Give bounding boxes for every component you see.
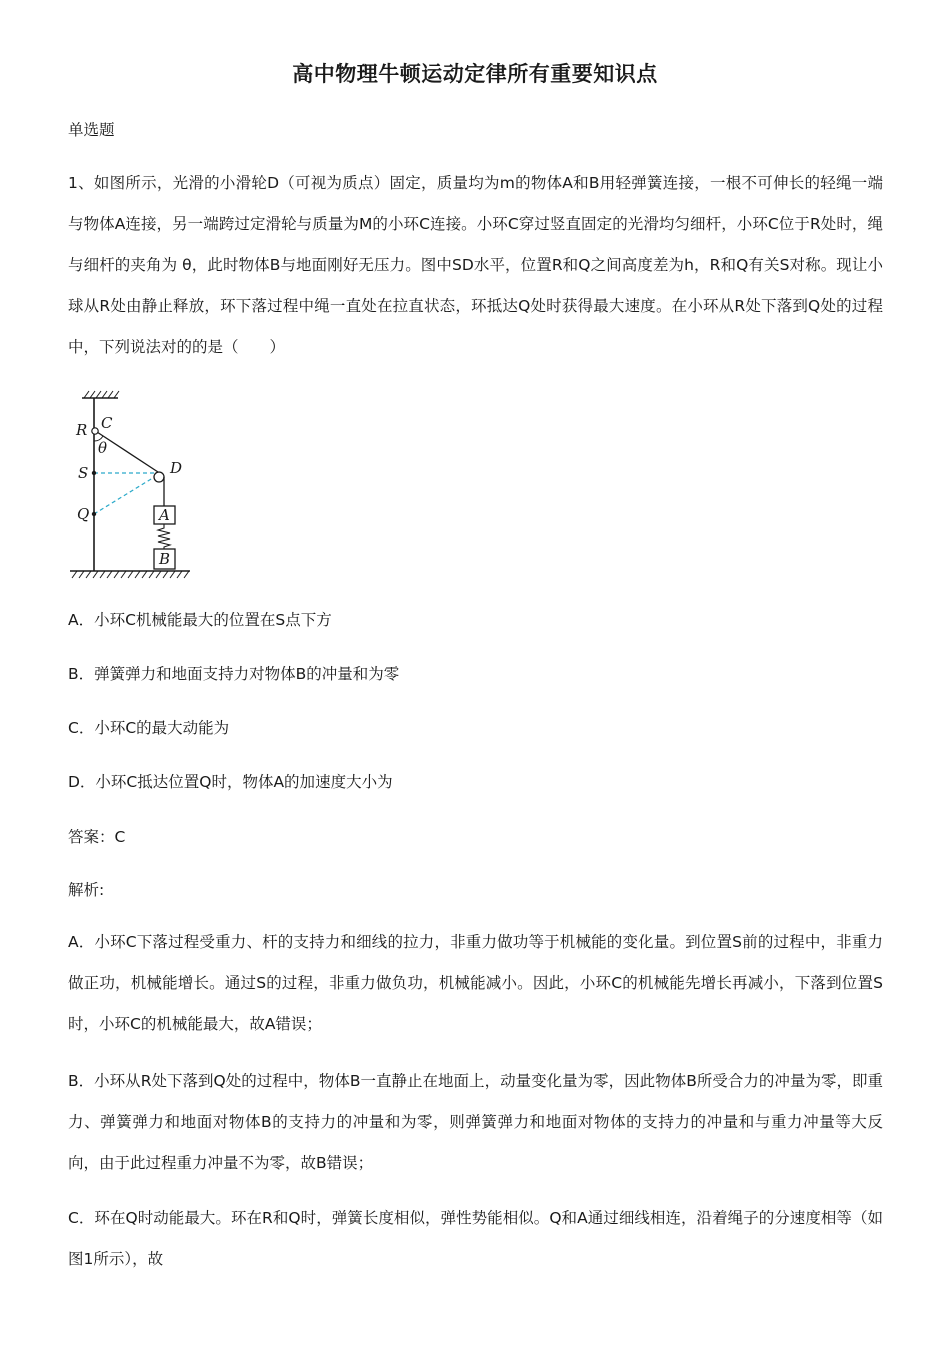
label-q: Q	[77, 505, 90, 523]
option-c: C．小环C的最大动能为	[68, 719, 230, 737]
page-title: 高中物理牛顿运动定律所有重要知识点	[292, 62, 658, 86]
point-s	[92, 471, 96, 475]
pulley-d	[154, 472, 164, 482]
label-theta: θ	[98, 439, 108, 457]
label-a: A	[159, 506, 170, 524]
label-b: B	[159, 550, 171, 568]
option-d: D．小环C抵达位置Q时，物体A的加速度大小为	[68, 773, 393, 791]
label-r: R	[76, 421, 88, 439]
label-s: S	[78, 464, 89, 482]
section-label: 单选题	[68, 121, 115, 139]
analysis-c: C．环在Q时动能最大。环在R和Q时，弹簧长度相似，弹性势能相似。Q和A通过细线相连，沿着绳子的分速度相等（如图1所示），故	[68, 1209, 883, 1268]
analysis-b: B．小环从R处下落到Q处的过程中，物体B一直静止在地面上，动量变化量为零，因此物体B所受合力的冲量为零，即重力、弹簧弹力和地面对物体B的支持力的冲量和为零，则弹簧弹力和地面对物体的支持力的冲量和与重力冲量等大反向，由于此过程重力冲量不为零，故B错误；	[68, 1072, 883, 1172]
option-b: B．弹簧弹力和地面支持力对物体B的冲量和为零	[68, 665, 400, 683]
analysis-label: 解析:	[68, 881, 105, 899]
pulley-spring-diagram	[62, 388, 197, 580]
spring	[158, 524, 170, 549]
label-c: C	[101, 414, 113, 432]
answer: 答案：C	[68, 828, 126, 846]
option-a: A．小环C机械能最大的位置在S点下方	[68, 611, 332, 629]
ring-c	[92, 428, 98, 434]
ceiling-hatch	[84, 391, 119, 398]
point-q	[92, 512, 96, 516]
physics-figure	[62, 388, 197, 580]
label-d: D	[170, 459, 183, 477]
question-text: 1、如图所示，光滑的小滑轮D（可视为质点）固定，质量均为m的物体A和B用轻弹簧连接，一根不可伸长的轻绳一端与物体A连接，另一端跨过定滑轮与质量为M的小环C连接。小环C穿过竖直固定的光滑均匀细杆，小环C位于R处时，绳与细杆的夹角为 θ，此时物体B与地面刚好无压力。图中SD水平，位置R和Q之间高度差为h，R和Q有关S对称。现让小球从R处由静止释放，环下落过程中绳一直处在拉直状态，环抵达Q处时获得最大速度。在小环从R处下落到Q处的过程中，下列说法对的的是（ ）	[68, 174, 883, 356]
analysis-a: A．小环C下落过程受重力、杆的支持力和细线的拉力，非重力做功等于机械能的变化量。到位置S前的过程中，非重力做正功，机械能增长。通过S的过程，非重力做负功，机械能减小。因此，小环C的机械能先增长再减小，下落到位置S时，小环C的机械能最大，故A错误；	[68, 933, 883, 1033]
ground-hatch	[72, 571, 189, 578]
dashed-line-qd	[94, 476, 156, 514]
